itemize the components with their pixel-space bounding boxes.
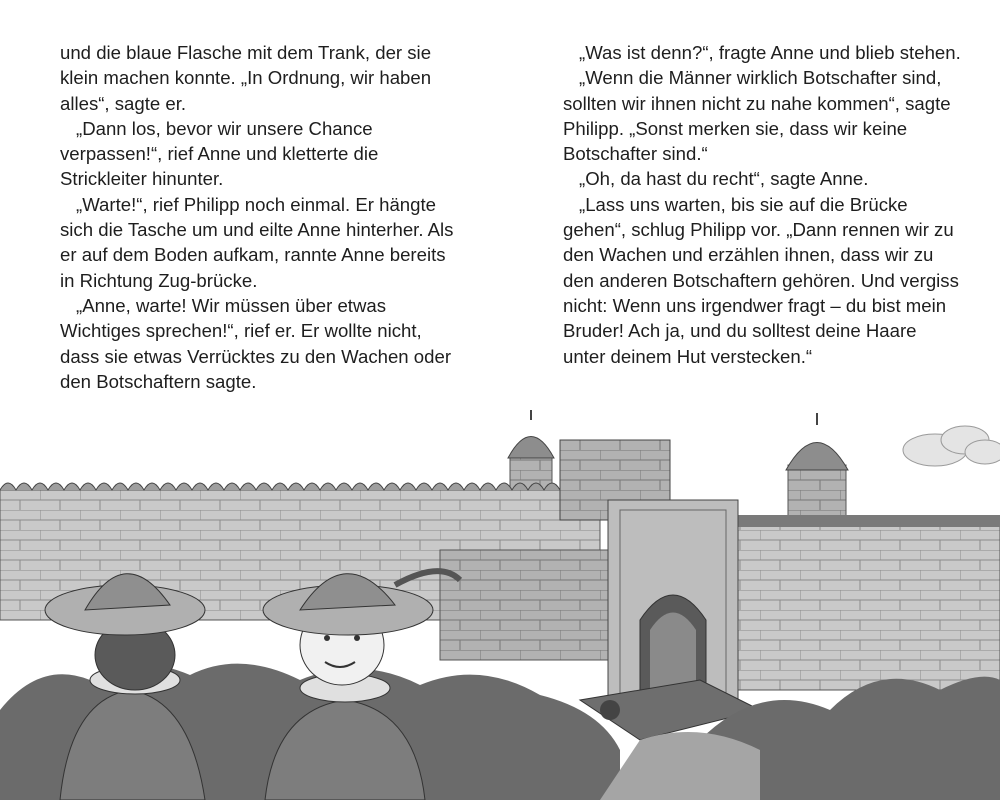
paragraph: „Oh, da hast du recht“, sagte Anne. [579, 168, 869, 190]
paragraph: und die blaue Flasche mit dem Trank, der sie klein machen konnte. „In Ordnung, wir haben alles“, sagte er. [60, 42, 432, 114]
paragraph: „Warte!“, rief Philipp noch einmal. Er hängte sich die Tasche um und eilte Anne hinterher. Als er auf dem Boden aufkam, rannte Anne bereits in Richtung Zug-brücke. [60, 193, 454, 291]
domed-tower-right [786, 413, 848, 520]
paragraph: „Lass uns warten, bis sie auf die Brücke gehen“, schlug Philipp vor. „Dann rennen wir zu den Wachen und erzählen ihnen, dass wir zu den anderen Botschaftern gehören. Und vergiss nicht: Wenn uns irgendwer fragt – du bist mein Bruder! Ach ja, und du solltest deine Haare unter deinem Hut verstecken.“ [563, 193, 959, 367]
castle-illustration [0, 410, 1000, 800]
left-text-column [60, 40, 460, 394]
paragraph: „Dann los, bevor wir unsere Chance verpassen!“, rief Anne und kletterte die Strickleiter hinunter. [60, 117, 379, 190]
paragraph: „Was ist denn?“, fragte Anne und blieb stehen. [579, 42, 961, 63]
paragraph: „Anne, warte! Wir müssen über etwas Wichtiges sprechen!“, rief er. Er wollte nicht, dass sie etwas Verrücktes zu den Wachen oder den Botschaftern sagte. [60, 294, 452, 392]
right-text-column [563, 40, 963, 369]
cloud [903, 426, 1000, 466]
paragraph: „Wenn die Männer wirklich Botschafter sind, sollten wir ihnen nicht zu nahe kommen“, sagte Philipp. „Sonst merken sie, dass wir keine Botschafter sind.“ [563, 67, 951, 165]
